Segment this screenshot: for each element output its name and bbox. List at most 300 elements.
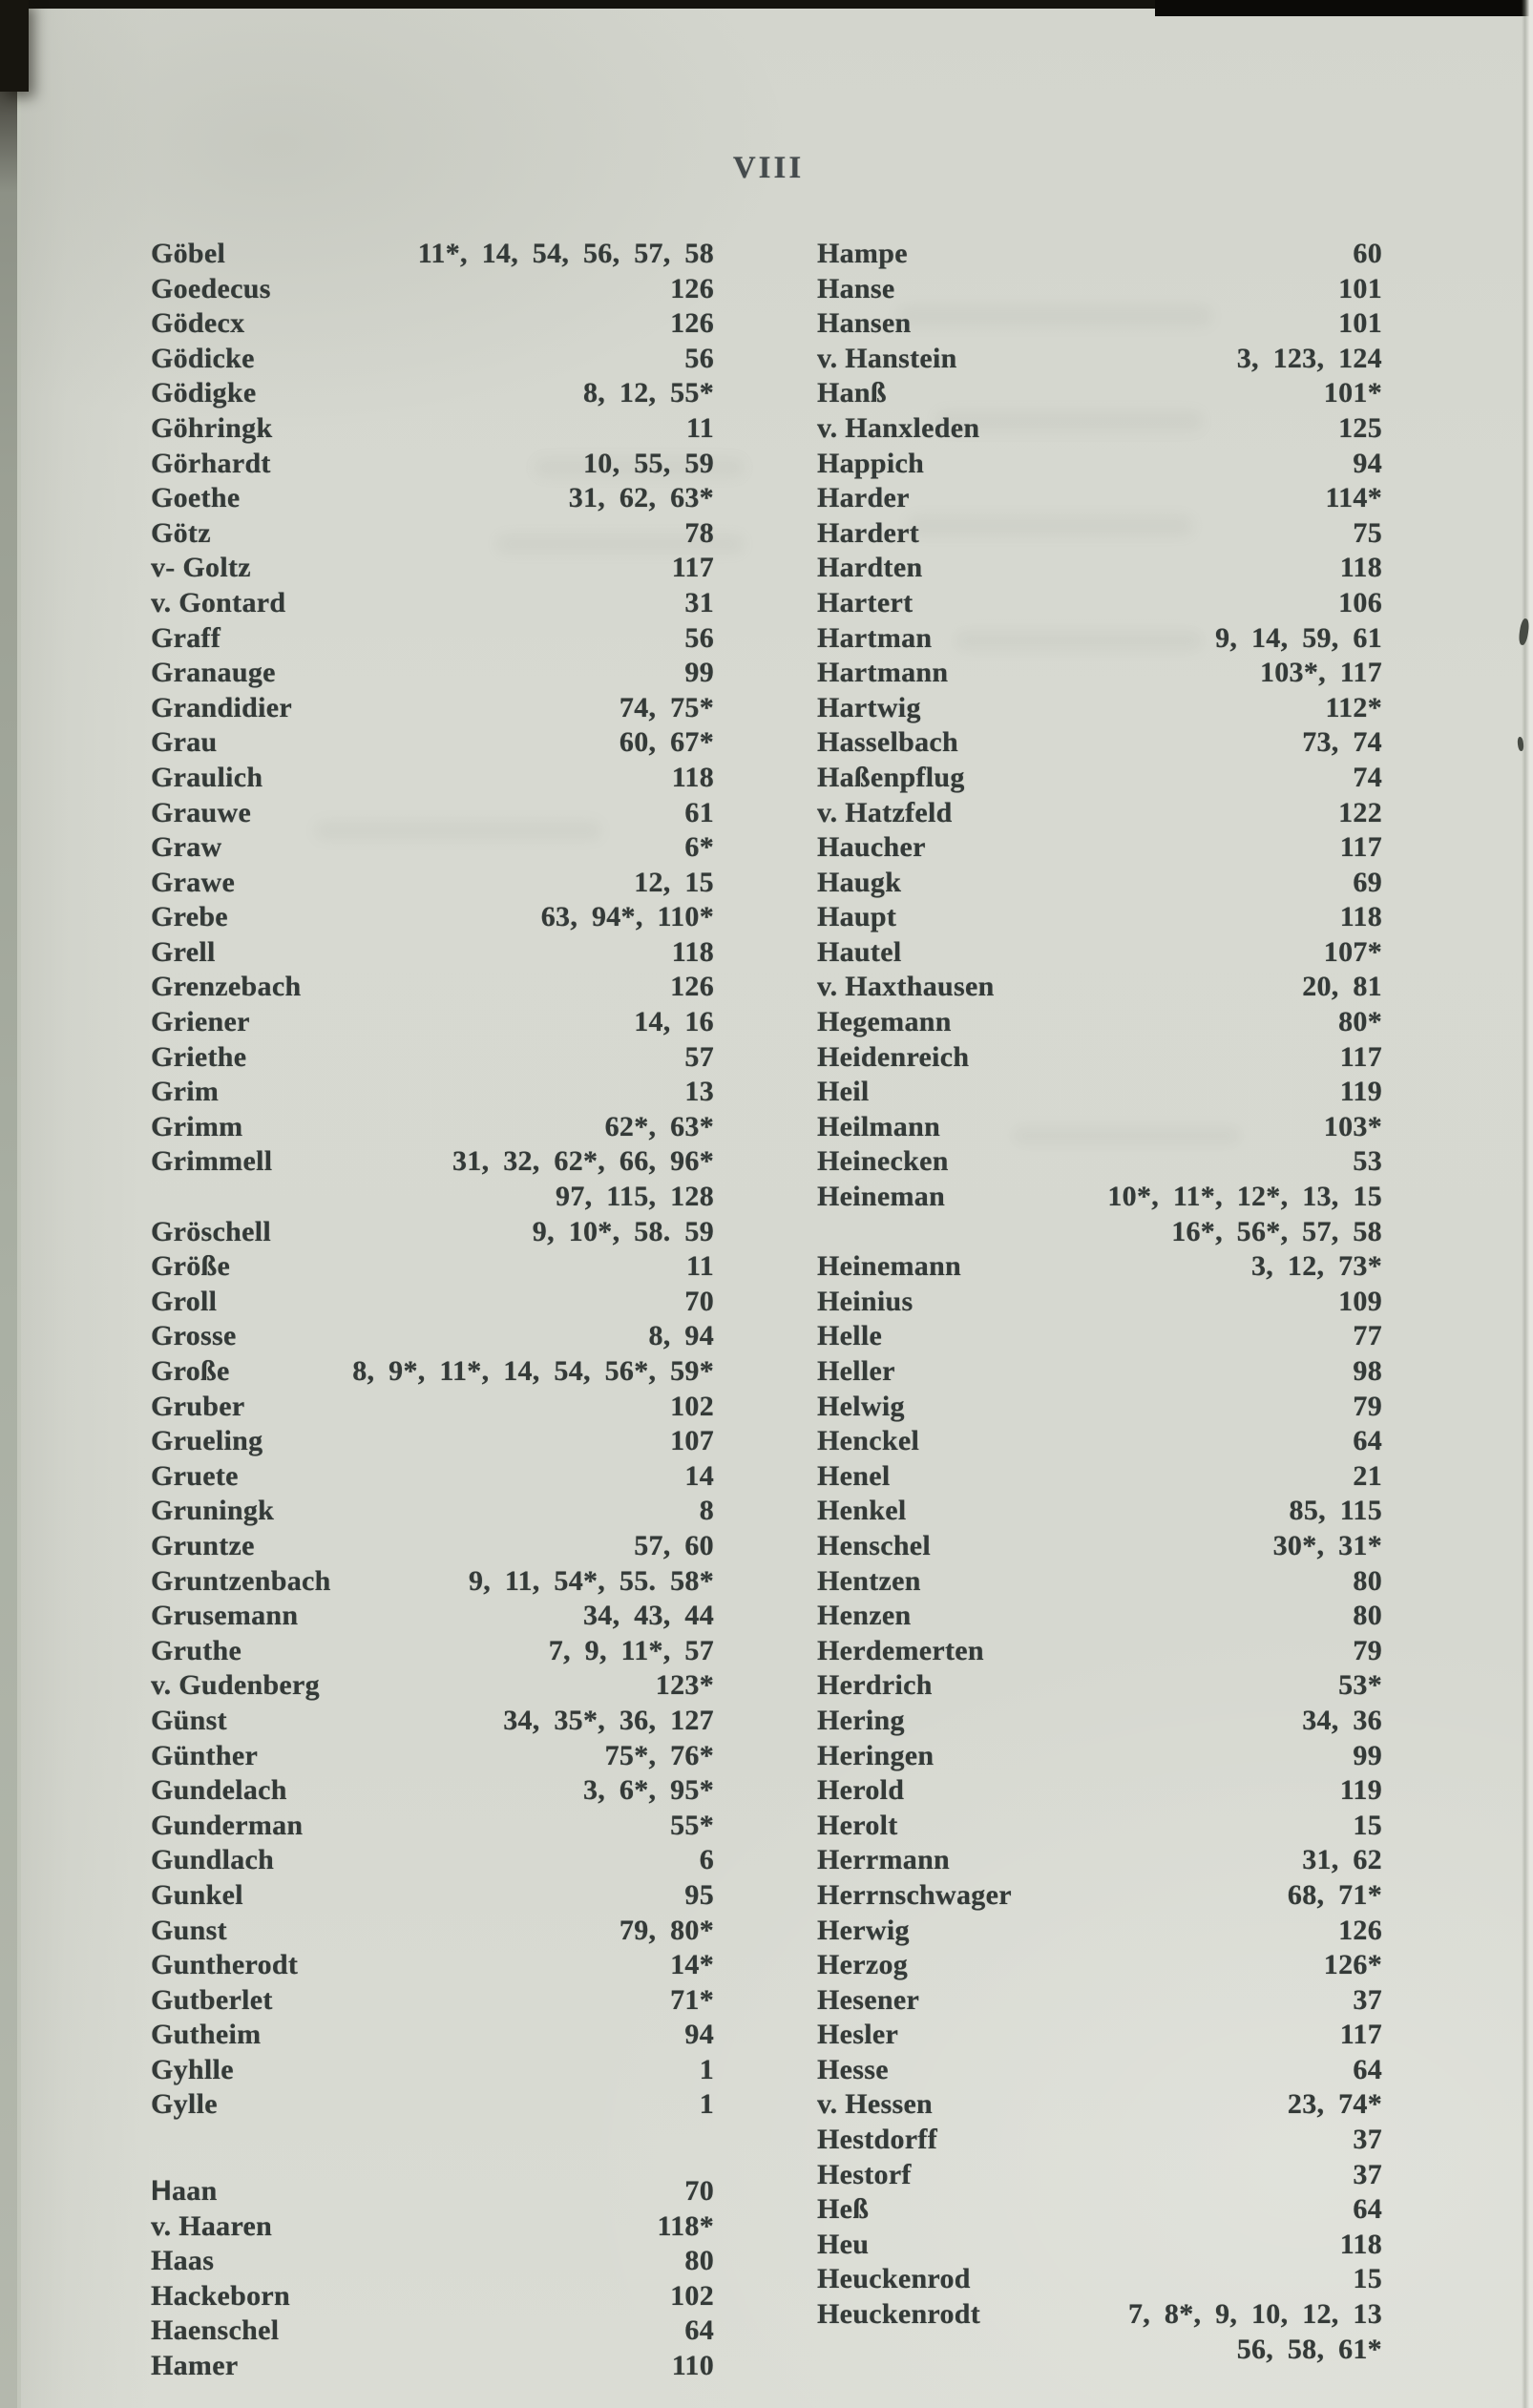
entry-pages: 60 [1353,238,1382,269]
index-entry [151,516,714,552]
entry-pages: 102 [670,2279,714,2312]
index-entry [151,2279,714,2314]
entry-pages: 109 [1338,1285,1382,1317]
index-entry [817,237,1382,272]
entry-name: Gyhlle [151,2053,234,2085]
entry-name: Herold [817,1774,905,1807]
entry-pages: 14* [670,1949,714,1981]
index-entry [151,272,714,307]
index-entry [151,1354,714,1390]
entry-pages: 118 [671,761,714,793]
entry-pages: 70 [684,1285,714,1317]
entry-pages: 7, 8*, 9, 10, 12, 13 [1128,2298,1382,2331]
entry-name: v. Hatzfeld [817,796,953,828]
entry-pages: 75*, 76* [604,1739,714,1771]
entry-name: v. Haxthausen [817,971,995,1003]
entry-name: Happich [817,447,925,479]
index-entry [151,691,714,726]
entry-name: Gylle [151,2088,218,2121]
index-entry [151,1564,714,1600]
index-entry [817,621,1382,657]
index-entry [817,272,1382,307]
entry-pages: 64 [1353,1425,1382,1457]
page-number: VIII [732,151,805,185]
index-entry [151,1634,714,1669]
entry-pages: 119 [1339,1076,1382,1108]
entry-pages: 95 [684,1878,714,1911]
index-entry [151,1599,714,1634]
index-entry [151,1843,714,1878]
entry-name: Hardert [817,516,920,549]
index-entry [817,1075,1382,1110]
entry-pages: 13 [684,1076,714,1108]
index-entry [151,342,714,377]
index-entry [817,1704,1382,1739]
index-entry [151,725,714,761]
index-entry [817,1390,1382,1425]
entry-pages: 119 [1339,1774,1382,1807]
index-entry [817,1668,1382,1704]
index-entry [817,1599,1382,1634]
entry-pages: 1 [699,2053,714,2085]
entry-name: Hartert [817,586,914,618]
entry-pages: 20, 81 [1302,971,1382,1003]
entry-pages: 56, 58, 61* [1236,2333,1382,2365]
index-entry [817,2192,1382,2228]
entry-name: Herolt [817,1809,898,1841]
entry-name: Hamer [151,2350,239,2382]
entry-name: Gruthe [151,1634,242,1666]
index-entry [151,935,714,971]
index-entry [817,1843,1382,1878]
index-entry [151,2087,714,2123]
index-entry [151,1773,714,1809]
index-entry [817,1319,1382,1354]
entry-name: Gödicke [151,342,255,374]
index-entry [151,830,714,866]
index-entry [151,411,714,447]
entry-pages: 64 [684,2314,714,2347]
entry-name: Haupt [817,901,897,933]
index-entry [817,1424,1382,1459]
index-entry [817,1144,1382,1180]
entry-name: Graulich [151,761,263,793]
entry-pages: 31, 32, 62*, 66, 96* [452,1145,714,1178]
index-entry [817,1005,1382,1040]
index-entry [151,2244,714,2279]
index-entry [151,761,714,796]
entry-name: Götz [151,516,211,549]
index-entry [151,481,714,516]
index-entry [817,2087,1382,2123]
entry-pages: 57, 60 [634,1529,714,1561]
index-entry [817,1948,1382,1983]
index-entry [151,1040,714,1076]
entry-pages: 110 [671,2350,714,2382]
entry-name: Grueling [151,1425,263,1457]
entry-pages: 78 [684,516,714,549]
entry-name: Hestorf [817,2158,912,2190]
entry-pages: 106 [1338,586,1382,618]
entry-name: Hentzen [817,1564,921,1597]
entry-pages: 125 [1338,411,1382,444]
entry-name: Guntherodt [151,1949,299,1981]
index-entry [817,1459,1382,1495]
entry-name: Gruningk [151,1495,275,1527]
entry-pages: 70 [684,2175,714,2208]
entry-name: Hartman [817,621,933,654]
index-entry [151,1494,714,1529]
entry-name: Günst [151,1704,227,1736]
entry-name: Henzen [817,1600,912,1632]
index-entry [151,1983,714,2019]
index-entry-continuation [151,1180,714,1215]
index-entry [151,2053,714,2088]
entry-name: Grauwe [151,796,252,828]
entry-name: Goethe [151,482,241,514]
index-entry [817,1494,1382,1529]
entry-pages: 73, 74 [1302,726,1382,759]
entry-pages: 118 [1339,552,1382,584]
entry-name: Griener [151,1006,250,1038]
entry-name: Hering [817,1704,905,1736]
entry-name: Gruntzenbach [151,1564,331,1597]
index-entry [151,1948,714,1983]
entry-pages: 31 [684,586,714,618]
entry-name: Günther [151,1739,259,1771]
entry-name: Helwig [817,1390,905,1422]
entry-pages: 126* [1323,1949,1382,1981]
entry-pages: 61 [684,796,714,828]
index-entry [817,2123,1382,2158]
entry-pages: 12, 15 [634,866,714,898]
entry-name: Heuckenrod [817,2263,971,2295]
index-entry [151,551,714,586]
entry-pages: 14, 16 [634,1006,714,1038]
index-entry [151,656,714,691]
entry-pages: 118* [657,2209,714,2242]
entry-pages: 62*, 63* [604,1110,714,1142]
entry-name: Hesse [817,2053,889,2085]
entry-pages: 64 [1353,2193,1382,2226]
index-column-left [151,237,714,2384]
entry-name: Graw [151,831,222,864]
index-entry [817,970,1382,1005]
index-entry [151,586,714,621]
entry-pages: 11 [686,1250,714,1283]
entry-pages: 68, 71* [1287,1878,1382,1911]
entry-name: v. Gontard [151,586,286,618]
entry-pages: 6 [699,1844,714,1876]
index-entry [817,2053,1382,2088]
entry-pages: 53* [1338,1669,1382,1702]
index-entry [151,1809,714,1844]
index-entry [817,411,1382,447]
index-entry [151,1075,714,1110]
entry-name: Herwig [817,1914,910,1946]
index-entry [817,830,1382,866]
entry-pages: 117 [671,552,714,584]
entry-pages: 117 [1339,2019,1382,2051]
index-entry [151,1704,714,1739]
entry-name: Granauge [151,657,276,689]
index-entry [151,2314,714,2349]
entry-pages: 126 [670,307,714,340]
entry-name: Hasselbach [817,726,959,759]
entry-name: Harder [817,482,910,514]
entry-name: Grell [151,935,216,968]
index-entry [151,2174,714,2209]
entry-name: Grebe [151,901,228,933]
entry-pages: 37 [1353,1983,1382,2016]
index-entry [817,796,1382,831]
entry-name: Herrmann [817,1844,951,1876]
entry-name: Hartwig [817,691,921,723]
entry-pages: 102 [670,1390,714,1422]
entry-name: Grusemann [151,1600,299,1632]
entry-name: Heineman [817,1181,946,1213]
entry-pages: 8, 12, 55* [583,377,714,409]
entry-name: Grawe [151,866,236,898]
entry-pages: 122 [1338,796,1382,828]
entry-name: Heinecken [817,1145,949,1178]
entry-pages: 9, 14, 59, 61 [1215,621,1382,654]
index-entry [817,516,1382,552]
entry-name: Gruete [151,1459,239,1492]
index-entry [151,621,714,657]
entry-name: Hegemann [817,1006,952,1038]
index-entry [817,1180,1382,1215]
entry-name: Heringen [817,1739,934,1771]
entry-name: Heilmann [817,1110,941,1142]
index-entry [817,935,1382,971]
index-entry [817,2158,1382,2193]
entry-name: Hansen [817,307,912,340]
entry-name: Henkel [817,1495,907,1527]
index-entry [151,2349,714,2384]
entry-name: Groll [151,1285,218,1317]
entry-name: v. Haaren [151,2209,273,2242]
entry-pages: 64 [1353,2053,1382,2085]
entry-name: Haucher [817,831,926,864]
entry-name: Gröschell [151,1215,272,1247]
entry-name: Heuckenrodt [817,2298,981,2331]
index-entry [151,1249,714,1285]
entry-pages: 14 [684,1459,714,1492]
index-entry [817,1354,1382,1390]
entry-pages: 114* [1325,482,1382,514]
index-entry [151,1459,714,1495]
entry-name: Haugk [817,866,902,898]
index-entry [151,1739,714,1774]
entry-name: Henckel [817,1425,920,1457]
entry-pages: 98 [1353,1355,1382,1387]
entry-pages: 107* [1323,935,1382,968]
entry-pages: 118 [1339,2228,1382,2260]
entry-pages: 3, 6*, 95* [583,1774,714,1807]
entry-pages: 103*, 117 [1259,657,1382,689]
entry-pages: 80 [1353,1564,1382,1597]
index-entry [817,551,1382,586]
scan-left-gutter [0,0,21,2408]
entry-name: Gundlach [151,1844,275,1876]
entry-name: Heinemann [817,1250,962,1283]
index-entry [817,2297,1382,2333]
index-entry [151,1215,714,1250]
entry-name: Heller [817,1355,895,1387]
index-entry [151,376,714,411]
index-entry [151,1005,714,1040]
entry-pages: 15 [1353,2263,1382,2295]
index-entry [817,656,1382,691]
index-entry [817,1564,1382,1600]
index-entry [151,1319,714,1354]
entry-name: Herrnschwager [817,1878,1012,1911]
index-entry [817,691,1382,726]
entry-pages: 126 [670,272,714,304]
entry-name: Helle [817,1320,883,1352]
entry-name: Gödigke [151,377,257,409]
index-entry [817,1809,1382,1844]
index-entry-continuation [817,1215,1382,1250]
entry-name: Größe [151,1250,231,1283]
index-entry [817,1983,1382,2019]
index-entry [151,1390,714,1425]
index-column-right [817,237,1382,2367]
entry-name: Hanse [817,272,895,304]
entry-pages: 80 [1353,1600,1382,1632]
entry-pages: 74 [1353,761,1382,793]
entry-name: Grenzebach [151,971,302,1003]
entry-name: Henel [817,1459,891,1492]
entry-name: Haas [151,2245,215,2277]
index-entry [817,866,1382,901]
entry-pages: 8 [699,1495,714,1527]
entry-pages: 23, 74* [1287,2088,1382,2121]
entry-name: Hardten [817,552,923,584]
entry-pages: 3, 123, 124 [1236,342,1382,374]
entry-name: Gundelach [151,1774,287,1807]
entry-pages: 3, 12, 73* [1251,1250,1382,1283]
scan-top-band-right [1155,0,1533,16]
index-entry [817,2018,1382,2053]
entry-pages: 94 [1353,447,1382,479]
entry-pages: 117 [1339,831,1382,864]
entry-pages: 7, 9, 11*, 57 [548,1634,714,1666]
index-entry [151,1914,714,1949]
index-entry [817,1110,1382,1145]
entry-pages: 126 [670,971,714,1003]
entry-name: Heß [817,2193,870,2226]
entry-name: Heinius [817,1285,914,1317]
entry-pages: 80 [684,2245,714,2277]
index-entry [151,306,714,342]
index-entry [817,447,1382,482]
entry-name: Hanß [817,377,887,409]
index-entry [817,1914,1382,1949]
scan-corner-shadow [0,0,29,92]
entry-pages: 80* [1338,1006,1382,1038]
index-entry [151,970,714,1005]
entry-pages: 75 [1353,516,1382,549]
entry-pages: 9, 11, 54*, 55. 58* [468,1564,714,1597]
entry-name: Grau [151,726,218,759]
entry-name: Griethe [151,1040,247,1073]
index-entry [817,1773,1382,1809]
entry-pages: 34, 36 [1302,1704,1382,1736]
index-entry [817,342,1382,377]
index-entry [151,866,714,901]
entry-name: Grimmell [151,1145,273,1178]
entry-pages: 74, 75* [619,691,714,723]
index-entry [817,725,1382,761]
entry-name: Heidenreich [817,1040,970,1073]
entry-pages: 31, 62 [1302,1844,1382,1876]
entry-name: Gunderman [151,1809,304,1841]
entry-name: Herzog [817,1949,909,1981]
entry-name: Hackeborn [151,2279,291,2312]
index-entry [151,2209,714,2245]
entry-pages: 56 [684,621,714,654]
index-entry [151,1285,714,1320]
entry-pages: 37 [1353,2124,1382,2156]
entry-pages: 118 [671,935,714,968]
entry-name: Hesener [817,1983,920,2016]
entry-pages: 99 [684,657,714,689]
entry-pages: 112* [1325,691,1382,723]
entry-name: Grosse [151,1320,237,1352]
entry-pages: 101* [1323,377,1382,409]
entry-name: Gunkel [151,1878,243,1911]
index-entry [817,481,1382,516]
entry-pages: 56 [684,342,714,374]
entry-name: v. Hanstein [817,342,957,374]
entry-pages: 11 [686,411,714,444]
entry-name: Grimm [151,1110,243,1142]
entry-name: Heu [817,2228,870,2260]
entry-pages: 1 [699,2088,714,2121]
index-entry [817,306,1382,342]
entry-pages: 79 [1353,1634,1382,1666]
index-entry [817,1529,1382,1564]
entry-pages: 117 [1339,1040,1382,1073]
entry-pages: 55* [670,1809,714,1841]
entry-pages: 31, 62, 63* [568,482,714,514]
entry-pages: 103* [1323,1110,1382,1142]
entry-name: v- Goltz [151,552,251,584]
entry-pages: 8, 9*, 11*, 14, 54, 56*, 59* [352,1355,714,1387]
index-entry [817,586,1382,621]
index-entry [151,237,714,272]
entry-name: Grandidier [151,691,293,723]
scan-right-page-edge [1522,0,1533,2408]
entry-name: v. Hessen [817,2088,934,2121]
entry-name: Gutberlet [151,1983,273,2016]
entry-name: Große [151,1355,230,1387]
entry-name: Henschel [817,1529,932,1561]
entry-name: Gunst [151,1914,227,1946]
entry-pages: 11*, 14, 54, 56, 57, 58 [417,238,714,269]
entry-pages: 71* [670,1983,714,2016]
entry-pages: 10*, 11*, 12*, 13, 15 [1107,1181,1382,1213]
entry-pages: 6* [684,831,714,864]
entry-pages: 107 [670,1425,714,1457]
entry-pages: 15 [1353,1809,1382,1841]
index-entry [817,900,1382,935]
entry-name: Herdrich [817,1669,933,1702]
index-entry [151,1878,714,1914]
index-entry [817,1040,1382,1076]
